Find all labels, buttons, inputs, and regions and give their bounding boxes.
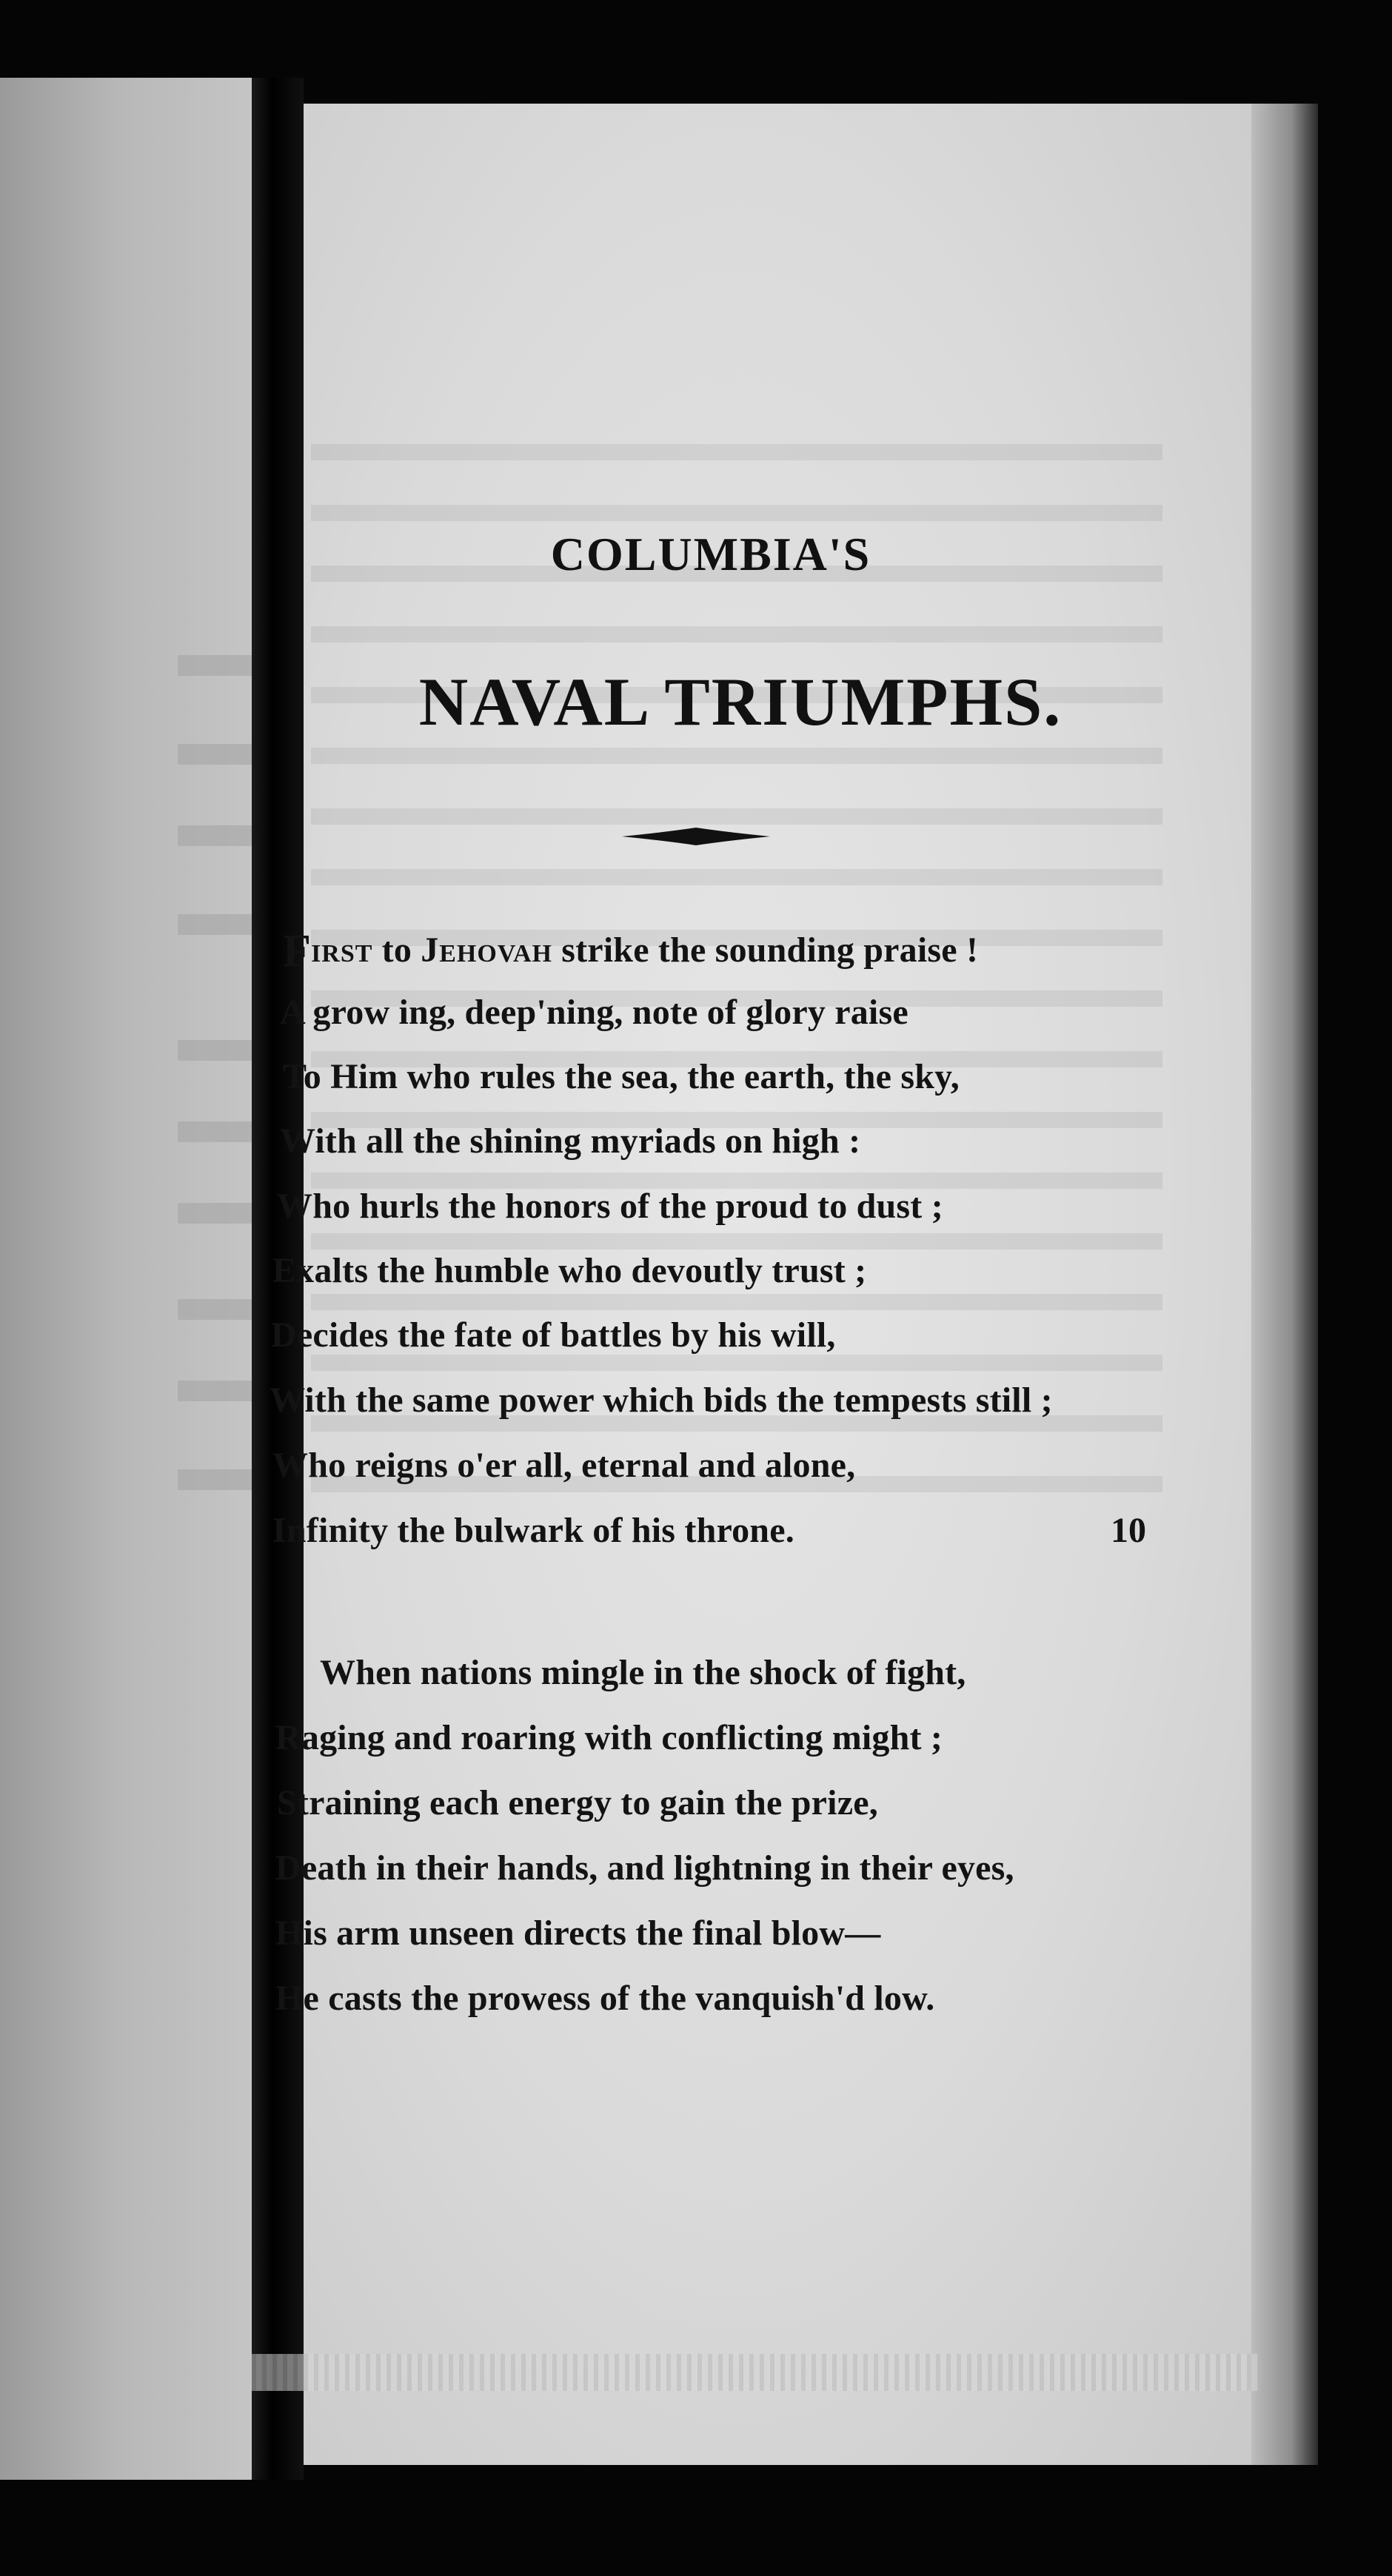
verse-line-10: Infinity the bulwark of his throne. bbox=[272, 1511, 794, 1550]
line-rest: strike the sounding praise ! bbox=[552, 930, 979, 970]
line-number: 10 bbox=[1111, 1511, 1146, 1550]
verse-line-2: A grow ing, deep'ning, note of glory raise bbox=[280, 993, 909, 1032]
verse-line-1 bbox=[283, 925, 978, 978]
verse-line-3: Straining each energy to gain the prize, bbox=[277, 1783, 878, 1822]
deckled-bottom-edge bbox=[252, 2354, 1259, 2391]
verse-line-4: Death in their hands, and lightning in their eyes, bbox=[275, 1848, 1014, 1888]
title-line-2: NAVAL TRIUMPHS. bbox=[418, 664, 1063, 739]
verse-line-1: When nations mingle in the shock of fight, bbox=[320, 1653, 966, 1692]
page-edge bbox=[1251, 104, 1318, 2465]
verse-line-6: Exalts the humble who devoutly trust ; bbox=[272, 1251, 867, 1290]
verse-line-4: With all the shining myriads on high : bbox=[280, 1121, 861, 1161]
verse-line-5: Who hurls the honors of the proud to dust ; bbox=[277, 1187, 943, 1226]
verse-line-5: His arm unseen directs the final blow— bbox=[275, 1913, 881, 1953]
title-line-1: COLUMBIA'S bbox=[550, 528, 871, 580]
word-to: to bbox=[372, 930, 421, 970]
first-word: irst bbox=[311, 930, 373, 970]
verse-line-3: To Him who rules the sea, the earth, the sky, bbox=[283, 1057, 960, 1096]
verse-line-8: With the same power which bids the tempests still ; bbox=[270, 1381, 1053, 1420]
ornament-rule-icon bbox=[622, 820, 770, 853]
divine-name: Jehovah bbox=[421, 930, 552, 970]
verse-line-2: Raging and roaring with conflicting might ; bbox=[275, 1718, 943, 1757]
drop-cap: F bbox=[283, 926, 312, 976]
verse-line-9: Who reigns o'er all, eternal and alone, bbox=[272, 1446, 856, 1485]
verse-line-6: He casts the prowess of the vanquish'd low. bbox=[275, 1979, 935, 2018]
verse-line-7: Decides the fate of battles by his will, bbox=[271, 1315, 836, 1355]
